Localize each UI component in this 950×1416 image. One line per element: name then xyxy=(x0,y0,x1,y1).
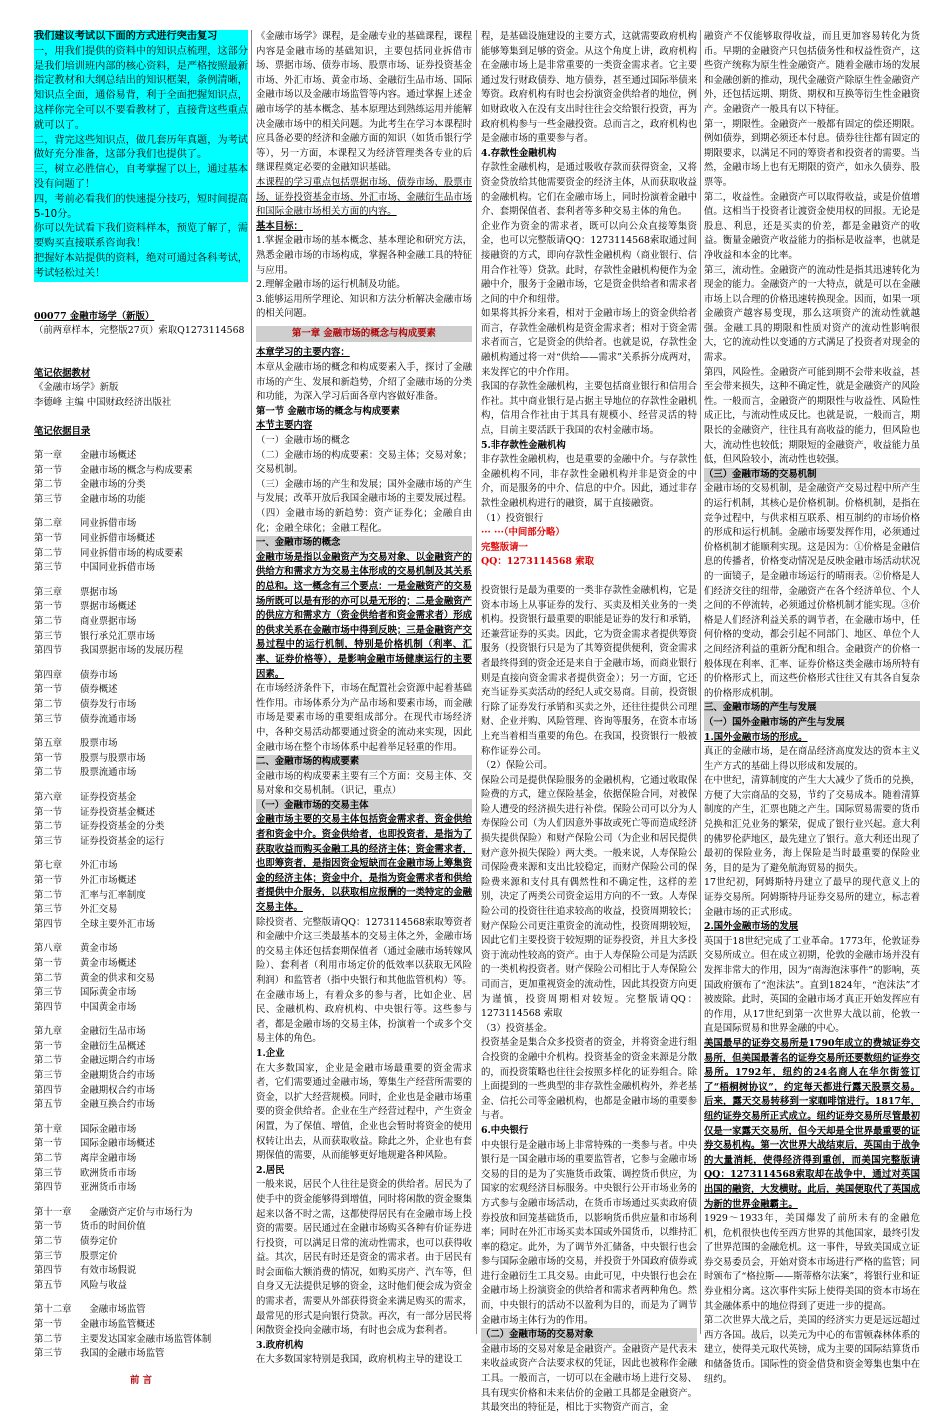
toc-section: 第三节 我国的金融市场监管 xyxy=(34,1348,165,1360)
toc-chapter: 第七章 外汇市场 xyxy=(34,860,118,872)
toc-section: 第二节 主要发达国家金融市场监管体制 xyxy=(34,1333,212,1345)
toc-chapter: 第十二章 金融市场监管 xyxy=(34,1304,146,1316)
toc-section: 第一节 股票与股票市场 xyxy=(34,752,146,764)
intro-paragraph: 三，树立必胜信心，自考掌握了以上，通过基本没有问题了！ xyxy=(34,164,248,190)
toc-chapter: 第三章 票据市场 xyxy=(34,586,118,598)
toc-section: 第四节 金融期权合约市场 xyxy=(34,1084,156,1096)
toc-chapter: 第九章 金融衍生品市场 xyxy=(34,1026,146,1038)
toc-chapter: 第十章 国际金融市场 xyxy=(34,1123,137,1135)
toc-chapter: 第五章 股票市场 xyxy=(34,738,118,750)
toc-section: 第三节 证券投资基金的运行 xyxy=(34,835,165,847)
text-paragraph: 3.政府机构 xyxy=(256,1339,304,1351)
text-paragraph: 投资基金是集合众多投资者的资金，并将资金进行组合投资的金融中介机构。投资基金的资金来源是分散的，而投资策略也往往会按照多样化的证券组合。除上面提到的一些典型的非存款性金融机构外，养老基金、信托公司等金融机构，也都是金融市场的重要参与者。 xyxy=(481,1037,697,1122)
toc-section: 第五节 风险与收益 xyxy=(34,1279,127,1291)
toc-section: 第二节 金融远期合约市场 xyxy=(34,1055,156,1067)
toc-section: 第一节 金融衍生品概述 xyxy=(34,1040,146,1052)
column-3 xyxy=(481,30,697,1414)
text-paragraph: （一）金融市场的交易主体 xyxy=(256,799,472,814)
book-heading: 笔记依据教材 xyxy=(34,367,91,379)
toc-section: 第一节 债券概述 xyxy=(34,684,118,696)
text-paragraph: 本章从金融市场的概念和构成要素入手，探讨了金融市场的产生、发展和新趋势，介绍了金融市场的分类和功能，为深入学习后面各章内容做好准备。 xyxy=(256,362,472,403)
text-paragraph: （四）金融市场的新趋势：资产证券化；金融自由化；金融全球化；金融工程化。 xyxy=(256,508,472,534)
text-paragraph: QQ：1273114568 索取 xyxy=(481,556,594,568)
table-of-contents xyxy=(34,449,248,1362)
toc-section: 第一节 票据市场概述 xyxy=(34,601,137,613)
toc-section: 第四节 有效市场假说 xyxy=(34,1265,137,1277)
text-paragraph: 基本目标： xyxy=(256,220,303,232)
toc-section: 第三节 金融期货合约市场 xyxy=(34,1070,156,1082)
text-paragraph: 第三，流动性。金融资产的流动性是指其迅速转化为现金的能力。金融资产的一大特点，就是可以在金融市场上以合理的价格迅速转换现金。因而，如果一项金融资产越容易变现，那么这项资产的流动性就越强。金融工具的期限和性质对资产的流动性影响很大，它的流动性以变通的方式满足了投资者对现金的需求。 xyxy=(704,264,920,364)
text-paragraph: 企业作为资金的需求者，既可以向公众直接筹集资金，也可以完整版请QQ：1273114568索取通过间接融资的方式，即向存款性金融机构（商业银行、信用合作社等）贷款。此时，存款性金融机构便作为金融中介，服务于金融市场，它是资金供给者和需求者之间的中介和纽带。 xyxy=(481,220,697,305)
text-paragraph: 在市场经济条件下，市场在配置社会资源中起着基础性作用。市场体系分为产品市场和要素市场，而金融市场是要素市场的重要组成部分。在现代市场经济中，各种交易活动都要通过资金的流动来实现，因此金融市场在整个市场体系中起着举足轻重的作用。 xyxy=(256,683,472,753)
toc-section: 第二节 股票流通市场 xyxy=(34,767,137,779)
intro-paragraph: 你可以先试看下我们资料样本，预览了解了，需要购买直接联系咨询我！ xyxy=(34,223,248,250)
toc-section: 第一节 金融市场监管概述 xyxy=(34,1318,156,1330)
text-paragraph: 金融市场的构成要素主要有三个方面：交易主体、交易对象和交易机制。（识记，重点） xyxy=(256,770,472,797)
toc-section: 第二节 黄金的供求和交易 xyxy=(34,972,156,984)
text-paragraph: 真正的金融市场，是在商品经济高度发达的资本主义生产方式的基础上得以形成和发展的。 xyxy=(704,746,920,772)
text-paragraph: 金融市场的交易机制，是金融资产交易过程中所产生的运行机制，其核心是价格机制。价格机制，是指在竞争过程中，与供求相互联系、相互制约的市场价格的形成和运行机制。金融市场要发挥作用，必须通过价格机制才能顺利实现。这是因为：①价格是金融信息的传播者，价格变动情况是反映金融市场活动状况的一面镜子，是金融市场运行的晴雨表。②价格是人们经济交往的纽带，金融资产在各个经济单位、个人之间的不停流转，必须通过价格机制才能实现。③价格是人们经济利益关系的调节者，在金融市场中，任何价格的变动，都会引起不同部门、地区、单位个人之间经济利益的重新分配和组合。金融资产的价格一般体现在利率、汇率、证券价格这类金融市场所特有的价格形式上，而这些价格形式往往又有其各自复杂的价格形成机制。 xyxy=(704,483,920,699)
toc-section: 第二节 商业票据市场 xyxy=(34,616,137,628)
toc-section: 第二节 金融市场的分类 xyxy=(34,479,146,491)
toc-section: 第一节 黄金市场概述 xyxy=(34,957,137,969)
intro-paragraph: 四，考前必看我们的快速提分技巧，短时间提高5-10分。 xyxy=(34,193,248,220)
toc-section: 第四节 中国黄金市场 xyxy=(34,1001,137,1013)
text-paragraph: 融资产不仅能够取得收益，而且更加容易转化为货币。早期的金融资产只包括债务性和权益性资产，这些资产统称为原生性金融资产。随着金融市场的发展和金融创新的推动，现代金融资产除原生性金融资产外，还包括远期、期货、期权和互换等衍生性金融资产。金融资产一般具有以下特征。 xyxy=(704,31,920,115)
text-paragraph xyxy=(481,570,697,584)
toc-section: 第五节 金融互换合约市场 xyxy=(34,1099,156,1111)
text-paragraph: 1.掌握金融市场的基本概念、基本理论和研究方法，熟悉金融市场的市场构成，掌握各种金融工具的特征与应用。 xyxy=(256,235,472,276)
text-paragraph: 英国于18世纪完成了工业革命。1773年，伦敦证券交易所成立。但在成立初期，伦敦的金融市场并没有发挥非常大的作用，因为“南海泡沫事件”的影响，英国政府颁布了“泡沫法”。直到1824年，“泡沫法”才被废除。此时，英国的金融市场才真正开始发挥应有的作用，从17世纪到第一次世界大战以前，伦敦一直是国际贸易和世界金融的中心。 xyxy=(704,935,920,1035)
text-paragraph: 在大多数国家，企业是金融市场最重要的资金需求者，它们需要通过金融市场，筹集生产经营所需要的资金，以扩大经营规模。同时，企业也是金融市场重要的资金供给者。企业在生产经营过程中，产生资金闲置，为了保值、增值，企业也会暂时将资金的使用权转让出去，从而获取收益。除此之外，企业也有套期保值的需要，从而能够更好地规避各种风险。 xyxy=(256,1062,472,1162)
intro-paragraph: 二，背完这些知识点，做几套历年真题，为考试做好充分准备，这部分我们也提供了。 xyxy=(34,134,248,161)
toc-section: 第三节 银行承兑汇票市场 xyxy=(34,630,156,642)
text-paragraph: 第四，风险性。金融资产可能到期不会带来收益，甚至会带来损失，这种不确定性，就是金融资产的风险性。一般而言，金融资产的期限性与收益性、风险性成正比，与流动性成反比。也就是说，一般而言，期限长的金融资产，往往具有高收益的能力，但风险也大，流动性也较低；期限短的金融资产，收益能力虽低，但风险较小，流动性也较强。 xyxy=(704,366,920,466)
text-paragraph: 二、金融市场的构成要素 xyxy=(256,755,472,770)
text-paragraph: （三）金融市场的交易机制 xyxy=(704,468,920,483)
toc-section: 第三节 中国同业拆借市场 xyxy=(34,562,156,574)
text-paragraph: （一）金融市场的概念 xyxy=(256,435,350,447)
course-note: （前两章样本，完整版27页）索取Q1273114568 xyxy=(34,325,245,337)
text-paragraph: （三）金融市场的产生和发展；国外金融市场的产生与发展；改革开放后我国金融市场的主要发展过程。 xyxy=(256,478,472,505)
toc-chapter: 第一章 金融市场概述 xyxy=(34,450,137,462)
text-paragraph: 2.居民 xyxy=(256,1164,285,1176)
toc-section: 第一节 国际金融市场概述 xyxy=(34,1138,156,1150)
text-paragraph: （3）投资基金。 xyxy=(481,1022,553,1034)
toc-section: 第二节 离岸金融市场 xyxy=(34,1153,137,1165)
toc-section: 第二节 汇率与汇率制度 xyxy=(34,889,146,901)
text-paragraph: 金融市场的交易对象是金融资产。金融资产是代表未来收益或资产合法要求权的凭证，因此也被称作金融工具。一般而言，一切可以在金融市场上进行交易、具有现实价格和未来估价的金融工具都是金融资产。其最突出的特征是，相比于实物资产而言，金 xyxy=(481,1343,697,1414)
text-paragraph: 1.国外金融市场的形成。 xyxy=(704,731,808,743)
text-paragraph: 本章学习的主要内容： xyxy=(256,347,350,359)
text-paragraph: 金融市场主要的交易主体包括资金需求者、资金供给者和资金中介。资金供给者，也即投资者，是指为了获取收益而购买金融工具的经济主体；资金需求者，也即筹资者，是指因资金短缺而在金融市场上筹集资金的经济主体；资金中介，是指为资金需求者和供给者提供中介服务，以获取相应报酬的一类特定的金融交易主体。 xyxy=(256,814,472,914)
toc-section: 第一节 外汇市场概述 xyxy=(34,874,137,886)
text-paragraph: 在大多数国家特别是我国，政府机构主导的建设工 xyxy=(256,1354,463,1366)
toc-section: 第二节 债券发行市场 xyxy=(34,699,137,711)
toc-section: 第四节 我国票据市场的发展历程 xyxy=(34,645,184,657)
text-paragraph: 程，是基础设施建设的主要方式，这就需要政府机构能够筹集到足够的资金。从这个角度上讲，政府机构在金融市场上是非常重要的一类资金需求者。它主要通过发行财政债券、地方债券，甚至通过国际举债来筹资。政府机构有时也会扮演资金供给者的地位，例如财政收入在没有支出时往往会交给银行投资，再为政府机构参与一些金融投资。总而言之，政府机构也是金融市场的重要参与者。 xyxy=(481,31,697,145)
text-paragraph: 本节主要内容 xyxy=(256,420,313,432)
toc-section: 第三节 欧洲货币市场 xyxy=(34,1167,137,1179)
text-paragraph: 4.存款性金融机构 xyxy=(481,147,557,159)
book-author: 李德峰 主编 中国财政经济出版社 xyxy=(34,396,172,408)
toc-section: 第二节 债券定价 xyxy=(34,1236,118,1248)
text-paragraph: 第二次世界大战之后，美国的经济实力更是远远超过西方各国。战后，以美元为中心的布雷顿森林体系的建立，使得美元取代英镑，成为主要的国际结算货币和储备货币。国际性的资金借贷和资金筹集也集中在纽约。 xyxy=(704,1315,920,1385)
text-paragraph: 第二，收益性。金融资产可以取得收益，或是价值增值。这相当于投资者让渡资金使用权的回报。无论是股息、利息，还是买卖的价差，都是金融资产的收益。衡量金融资产收益能力的指标是收益率，也就是净收益和本金的比率。 xyxy=(704,191,920,261)
text-paragraph: 三、金融市场的产生与发展 xyxy=(704,701,920,716)
text-paragraph: （2）保险公司。 xyxy=(481,760,553,772)
text-paragraph: 金融市场是指以金融资产为交易对象、以金融资产的供给方和需求方为交易主体形成的交易机制及其关系的总和。这一概念有三个要点：一是金融资产的交易场所既可以是有形的亦可以是无形的；二是金融资产的供应方和需求方（资金供给者和资金需求者）形成的供求关系在金融市场中得到反映；三是金融资产交易过程中的运行机制，特别是价格机制（利率、汇率、证券价格等），是影响金融市场健康运行的主要因素。 xyxy=(256,551,472,680)
text-paragraph: 中央银行是金融市场上非常特殊的一类参与者。中央银行是一国金融市场的重要监管者，它参与金融市场交易的目的是为了实施货币政策、调控货币供应，为国家的宏观经济目标服务。中央银行公开市场业务的方式参与金融市场活动，在货币市场通过买卖政府债券投放和回笼基础货币，以影响货币供应量和市场利率；同时在外汇市场买卖本国或外国货币，以维持汇率的稳定。此外，为了调节外汇储备，中央银行也会参与国际金融市场的交易，并投资于外国政府债券或进行金融衍生工具交易。由此可见，中央银行也会在金融市场上扮演资金的供给者和需求者两种角色。然而，中央银行的活动不以盈利为目的，而是为了调节金融市场主体行为的作用。 xyxy=(481,1139,697,1326)
text-paragraph: 如果将其拆分来看，相对于金融市场上的资金供给者而言，存款性金融机构是资金需求者；相对于资金需求者而言，它是资金的供给者。也就是说，存款性金融机构通过将一对“供给——需求”关系拆分成两对，来发挥它的中介作用。 xyxy=(481,308,697,378)
toc-section: 第一节 货币的时间价值 xyxy=(34,1221,146,1233)
column-divider xyxy=(251,30,252,1334)
text-paragraph: 存款性金融机构，是通过吸收存款而获得资金，又将资金贷放给其他需要资金的经济主体，从而获取收益的金融机构。它们在金融市场上，同时扮演着金融中介、套期保值者、套利者等多种交易主体的角色。 xyxy=(481,162,697,218)
text-paragraph: 17世纪初，阿姆斯特丹建立了最早的现代意义上的证券交易所。阿姆斯特丹证券交易所的建立，标志着金融市场的正式形成。 xyxy=(704,877,920,918)
text-paragraph: 第一节 金融市场的概念与构成要素 xyxy=(256,405,400,417)
course-title: 00077 金融市场学（新版） xyxy=(34,310,155,322)
text-paragraph: 6.中央银行 xyxy=(481,1124,529,1136)
toc-section: 第三节 债券流通市场 xyxy=(34,713,137,725)
toc-chapter: 第六章 证券投资基金 xyxy=(34,791,137,803)
text-paragraph: 完整版请一 xyxy=(481,541,528,553)
toc-chapter: 第八章 黄金市场 xyxy=(34,943,118,955)
text-paragraph: 第一，期限性。金融资产一般都有固定的偿还期限。例如债券，到期必须还本付息。债券往往都有固定的期限要求，以满足不同的筹资者和投资者的需要。当然，金融市场上也有无期限的资产，如永久债券、股票等。 xyxy=(704,118,920,188)
toc-chapter: 第二章 同业拆借市场 xyxy=(34,518,137,530)
text-paragraph: 一、金融市场的概念 xyxy=(256,536,472,551)
text-paragraph: 非存款性金融机构，也是重要的金融中介。与存款性金融机构不同，非存款性金融机构并非是资金的中介，而是服务的中介、信息的中介。因此，通过非存款性金融机构进行的融资，属于直接融资。 xyxy=(481,454,697,509)
column-divider xyxy=(476,30,477,1334)
text-paragraph: 《金融市场学》课程，是金融专业的基础课程，课程内容是金融市场的基础知识，主要包括同业拆借市场、票据市场、债券市场、股票市场、证券投资基金市场、外汇市场、黄金市场、金融衍生品市场、国际金融市场以及金融市场监管等内容。通过掌握上述金融市场学的基本概念、基本原理达到熟练运用并能解决金融市场中的相关问题。为此考生在学习本课程时应具备必要的经济和金融方面的知识（如货币银行学等），另一方面，本课程又为经济管理类各专业的后继课程奠定必要的金融知识基础。 xyxy=(256,31,472,174)
toc-section: 第三节 金融市场的功能 xyxy=(34,493,146,505)
text-paragraph: 美国最早的证券交易所是1790年成立的费城证券交易所，但美国最著名的证券交易所还要数纽约证券交易所。1792年，纽约的24名商人在华尔街签订了“梧桐树协议”，约定每天都进行露天股票交易。后来，露天交易转移到一家咖啡馆进行。1817年，纽约证券交易所正式成立。纽约证券交易所尽管最初仅是一家露天交易所，但今天却是全世界最重要的证券交易机构。第一次世界大战结束后，英国由于战争的大量消耗，使得经济得到重创，而美国完整版请QQ：1273114568索取却在战争中，通过对英国出国的融资，大发横财。此后，美国便取代了英国成为新的世界金融霸主。 xyxy=(704,1037,920,1210)
toc-section: 第四节 全球主要外汇市场 xyxy=(34,918,156,930)
column-divider xyxy=(700,30,701,1334)
text-paragraph: 我国的存款性金融机构，主要包括商业银行和信用合作社。其中商业银行是占据主导地位的存款性金融机构，信用合作社由于其具有规模小、经营灵活的特点，目前主要活跃于我国的农村金融市场。 xyxy=(481,381,697,437)
text-paragraph: （一）国外金融市场的产生与发展 xyxy=(704,716,920,731)
text-paragraph: 保险公司是提供保险服务的金融机构，它通过收取保险费的方式，建立保险基金，依据保险合同，对被保险人遭受的经济损失进行补偿。保险公司可以分为人寿保险公司（为人们因意外事故或死亡等而造成经济损失提供保险）和财产保险公司（为企业和居民提供财产意外损失保险）两大类。一般来说，人寿保险公司保险费来源和支出比较稳定，而财产保险公司的保险费来源和支付具有偶然性和不确定性，这样的差别，决定了两类公司资金运用方向的不一致。人寿保险公司的投资往往追求较高的收益，投资周期较长；财产保险公司更注重资金的流动性，投资周期较短，因此它们主要投资于较短期的证券投资，并且大多投资于流动性较高的资产。由于人寿保险公司是为活跃的一类机构投资者。财产保险公司相比于人寿保险公司而言，更加重视资金的流动性，因此其投资方向更为谨慎，投资周期相对较短。完整版请QQ：1273114568 索取 xyxy=(481,774,697,1020)
text-paragraph: 第一章 金融市场的概念与构成要素 xyxy=(256,326,472,343)
text-paragraph: （二）金融市场的构成要素：交易主体；交易对象；交易机制。 xyxy=(256,449,472,476)
intro-box xyxy=(34,30,248,282)
toc-section: 第二节 同业拆借市场的构成要素 xyxy=(34,547,184,559)
toc-section: 第一节 金融市场的概念与构成要素 xyxy=(34,464,193,476)
book-title: 《金融市场学》新版 xyxy=(34,382,119,394)
toc-section: 第三节 外汇交易 xyxy=(34,904,118,916)
toc-section: 第一节 证券投资基金概述 xyxy=(34,806,156,818)
toc-section: 第三节 股票定价 xyxy=(34,1250,118,1262)
text-paragraph: 2.国外金融市场的发展 xyxy=(704,921,799,933)
text-paragraph: 在金融市场上，有着众多的参与者，比如企业、居民、金融机构、政府机构、中央银行等。这些参与者，都是金融市场的交易主体，扮演着一个或多个交易主体的角色。 xyxy=(256,989,472,1045)
text-paragraph: 一般来说，居民个人往往是资金的供给者。居民为了使手中的资金能够得到增值，同时将闲散的资金聚集起来以备不时之需，这都使得居民有在金融市场上投资的需要。居民通过在金融市场购买各种有价证券进行投资，可以满足日常的流动性需求，也可以获得收益。其次，居民有时还是资金的需求者。由于居民有时会面临大额消费的情况，如购买房产、汽车等，但自身又无法提供足够的资金，这时他们便会成为资金的需求者，需要从外部获得资金来满足购买的需求，最常见的形式是向银行贷款。再次，有一部分居民将闲散资金投向金融市场，有时也会成为套利者。 xyxy=(256,1179,472,1337)
column-1 xyxy=(34,30,248,1386)
intro-paragraph: 把握好本站提供的资料，绝对可通过各科考试，考试轻松过关！ xyxy=(34,252,248,279)
toc-chapter: 第四章 债券市场 xyxy=(34,669,118,681)
text-paragraph: 5.非存款性金融机构 xyxy=(481,439,566,451)
text-paragraph: 投资银行是最为重要的一类非存款性金融机构，它是资本市场上从事证券的发行、买卖及相关业务的一类机构。投资银行最重要的职能是证券的发行和承销，还兼营证券的买卖。因此，它为资金需求者提供筹资服务（投资银行只是为了其筹资提供便利，资金需求者最终得到的资金还是来自于金融市场，而商业银行则是直接向资金需求者提供资金）；另一方面，它还充当证券买卖活动的经纪人或交易商。目前，投资银行除了证券发行承销和买卖之外，还往往提供公司理财、企业并购、风险管理、咨询等服务，在资本市场上充当着相当重要的角色。在我国，投资银行一般被称作证券公司。 xyxy=(481,584,697,757)
text-paragraph: 1929～1933年，美国爆发了前所未有的金融危机，危机很快也传至西方世界的其他国家，最终引发了世界范围的金融危机。这一事件，导致美国成立证券交易委员会，开始对资本市场进行严格的监管；同时颁布了“格拉斯——斯蒂格尔法案”，将银行业和证券业相分离。这次事件实际上使得美国的资本市场在其金融体系中的地位得到了更进一步的提高。 xyxy=(704,1213,920,1312)
column-4 xyxy=(704,30,920,1385)
toc-section: 第二节 证券投资基金的分类 xyxy=(34,821,165,833)
intro-paragraph: 一，用我们提供的资料中的知识点梳理，这部分是我们培训班内部的核心资料，是严格按照最新指定教材和大纲总结出的知识框架，条例清晰，知识点全面，通俗易背，利于全面把握知识点，这样你完全可以不要看教材了，直接背这些重点就可以了。 xyxy=(34,45,248,131)
text-paragraph: （1）投资银行 xyxy=(481,512,544,524)
text-paragraph: 本课程的学习重点包括票据市场、债券市场、股票市场、证券投资基金市场、外汇市场、金融衍生品市场和国际金融市场相关方面的内容。 xyxy=(256,176,472,218)
toc-section: 第四节 亚洲货币市场 xyxy=(34,1182,137,1194)
text-paragraph: 3.能够运用所学理论、知识和方法分析解决金融市场的相关问题。 xyxy=(256,293,472,320)
toc-chapter: 第十一章 金融资产定价与市场行为 xyxy=(34,1206,193,1218)
toc-section: 第一节 同业拆借市场概述 xyxy=(34,533,156,545)
text-paragraph: 除投资者、完整版请QQ：1273114568索取筹资者和金融中介这三类最基本的交易主体之外，金融市场的交易主体还包括套期保值者（通过金融市场转嫁风险）、套利者（利用市场定价的低效率以获取无风险利润）和监管者（指中央银行和其他监管机构）等。 xyxy=(256,916,472,986)
text-paragraph: ··· ···（中间部分略） xyxy=(481,527,565,539)
text-paragraph: 在中世纪，清算制度的产生大大减少了货币的兑换，方便了大宗商品的交易，节约了交易成本。随着清算制度的产生，汇票也随之产生。国际贸易需要的货币兑换和汇兑业务的繁荣，促成了银行业兴起。意大利的佛罗伦萨地区，最先建立了银行。意大利还出现了最初的保险业务，海上保险是当时最重要的保险业务，目的是为了避免航海贸易的损失。 xyxy=(704,775,920,874)
intro-paragraph: 我们建议考试以下面的方式进行突击复习 xyxy=(34,31,218,42)
text-paragraph: 2.理解金融市场的运行机制及功能。 xyxy=(256,279,406,291)
text-paragraph: 1.企业 xyxy=(256,1047,285,1059)
column-2 xyxy=(256,30,472,1366)
toc-heading: 笔记依据目录 xyxy=(34,425,91,437)
text-paragraph: （二）金融市场的交易对象 xyxy=(481,1328,697,1343)
foreword-heading: 前 言 xyxy=(129,1374,152,1386)
toc-section: 第三节 国际黄金市场 xyxy=(34,987,137,999)
